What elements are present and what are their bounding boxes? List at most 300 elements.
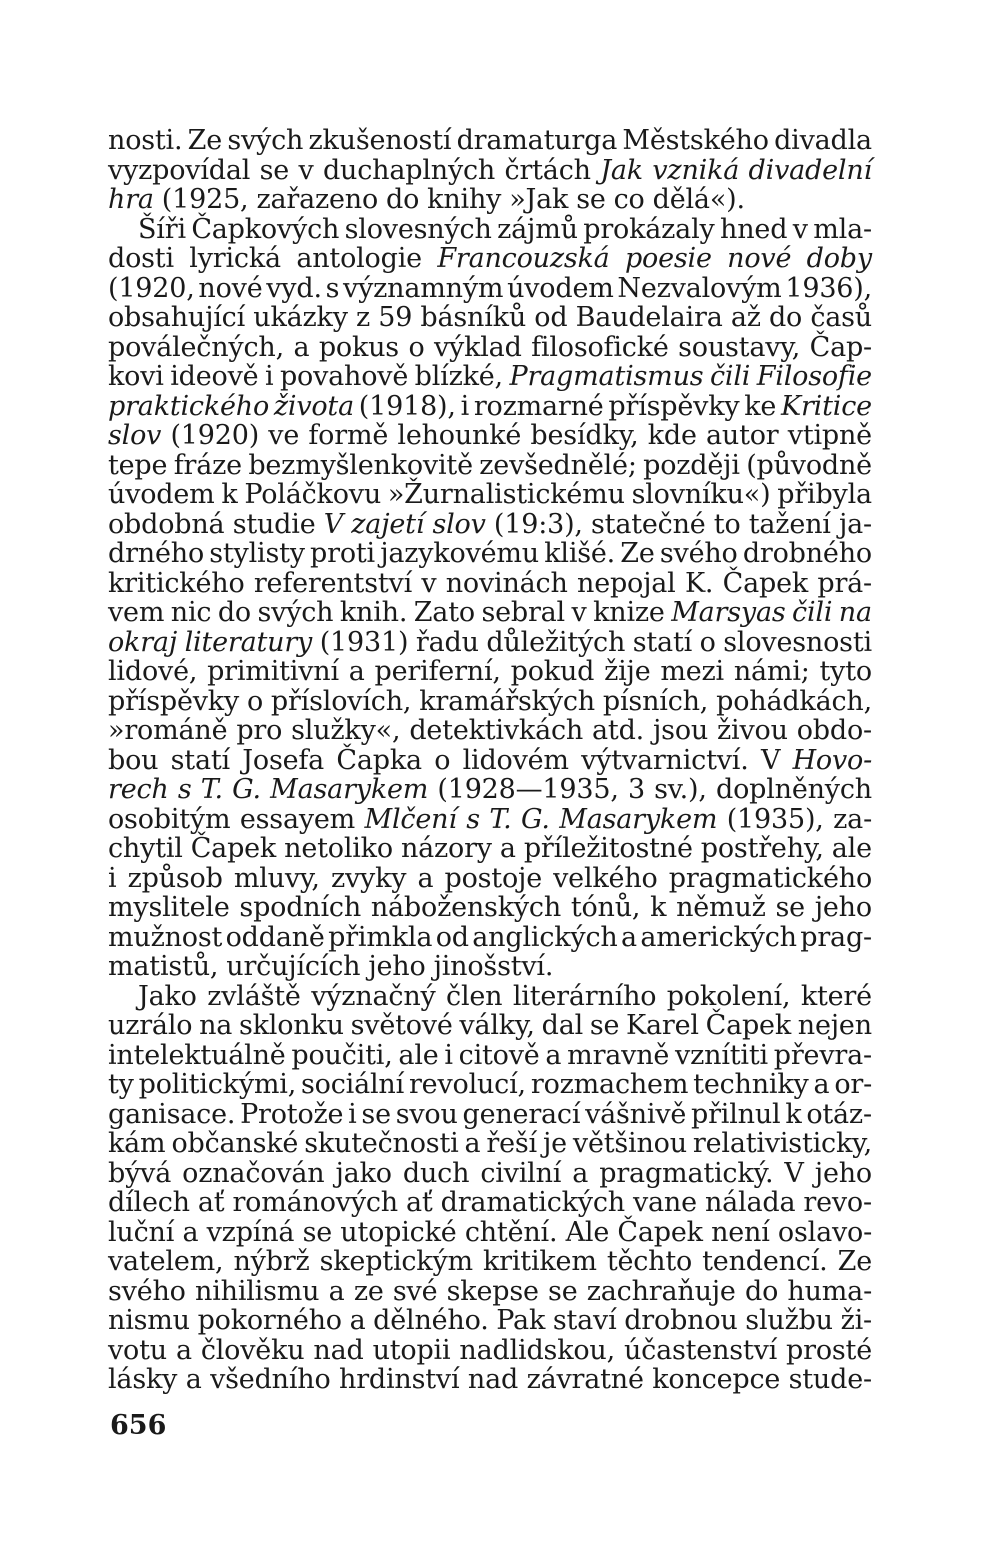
word: Karel <box>626 1010 699 1041</box>
text-line <box>108 657 872 687</box>
word: mravně <box>567 1039 670 1071</box>
text-line <box>108 185 872 215</box>
word: formě <box>308 420 389 451</box>
word: a <box>328 1275 345 1307</box>
word: (1925, <box>161 184 249 215</box>
word: úvodem <box>507 272 614 304</box>
word: i <box>108 862 117 894</box>
word: vyd. <box>266 272 322 304</box>
word: názory <box>400 833 492 864</box>
word: řadu <box>415 626 479 658</box>
word: dramaturga <box>456 125 618 156</box>
word: a <box>293 331 310 363</box>
word: uzrálo <box>108 1010 193 1041</box>
word: pokolení, <box>666 980 791 1012</box>
word: v <box>421 567 437 599</box>
word: němuž <box>676 892 766 923</box>
text-line <box>108 333 872 363</box>
word: náboženských <box>370 892 562 923</box>
word: úvodem <box>108 479 215 510</box>
word: politickými, <box>138 1069 297 1100</box>
word: zevšednělé; <box>479 449 637 481</box>
word: knize <box>593 597 665 628</box>
text-line <box>108 1277 872 1307</box>
word: básníků <box>420 302 527 333</box>
word: Čapek <box>190 833 277 864</box>
word: časů <box>810 302 872 333</box>
word: výtvarnictví. <box>581 744 749 776</box>
italic-word: čili <box>709 361 751 392</box>
word: dal <box>541 1010 584 1041</box>
word: statí <box>632 626 693 658</box>
word: člověku <box>200 1334 305 1366</box>
word: nadlidskou, <box>459 1334 615 1366</box>
word: vatelem, <box>108 1246 224 1277</box>
italic-word: Jak <box>600 154 643 186</box>
word: příslovích, <box>270 685 412 717</box>
word: ži- <box>840 1305 872 1336</box>
word: slovesnosti <box>723 626 872 658</box>
word: s <box>325 272 340 304</box>
word: žije <box>604 656 651 687</box>
italic-word: doby <box>806 243 872 274</box>
text-line <box>108 156 872 186</box>
word: or- <box>834 1069 872 1100</box>
word: a <box>621 921 637 953</box>
italic-word: vzniká <box>652 154 740 186</box>
word: řeší <box>486 1128 537 1159</box>
word: později <box>643 449 740 481</box>
word: nismu <box>108 1305 190 1336</box>
text-line <box>108 1247 872 1277</box>
italic-word: Pragmatismus <box>509 361 704 392</box>
italic-word: Kritice <box>781 390 872 422</box>
word: služky«, <box>291 715 401 746</box>
word: příspěvky <box>108 685 240 717</box>
word: a <box>813 1069 830 1100</box>
word: rozmarné <box>473 390 604 422</box>
word: utopii <box>372 1334 451 1366</box>
word: huma- <box>787 1275 872 1307</box>
word: osobitým <box>108 803 231 835</box>
italic-word: Masarykem <box>270 774 429 805</box>
word: nejen <box>797 1010 872 1041</box>
word: ale <box>398 1039 439 1071</box>
text-line <box>108 746 872 776</box>
word: dělného. <box>373 1305 489 1336</box>
word: službu <box>745 1305 833 1336</box>
word: sklonku <box>238 1010 344 1041</box>
text-line <box>108 1188 872 1218</box>
text-line <box>108 1159 872 1189</box>
text-line <box>108 1100 872 1130</box>
word: a <box>348 656 365 687</box>
word: drobného <box>742 538 872 569</box>
text-line <box>108 982 872 1012</box>
word: zvyky <box>330 862 407 894</box>
word: tyto <box>819 656 872 687</box>
word: postřehy, <box>700 833 824 864</box>
text-line <box>108 1070 872 1100</box>
word: od <box>435 921 469 953</box>
word: »Žurnalistickému <box>387 479 625 510</box>
word: sociální <box>301 1069 405 1100</box>
word: vášnivě <box>585 1098 687 1130</box>
word: jsou <box>653 715 709 746</box>
word: své <box>392 1275 438 1307</box>
word: a <box>572 1157 589 1189</box>
word: lidovém <box>462 744 569 776</box>
word: hrdinství <box>339 1364 460 1395</box>
word: Ze <box>187 125 223 156</box>
word: 59 <box>378 302 413 333</box>
word: od <box>534 302 568 333</box>
text-line <box>108 569 872 599</box>
word: románových <box>232 1187 398 1218</box>
word: 1936), <box>785 272 872 304</box>
italic-word: zajetí <box>351 508 425 540</box>
word: dílech <box>108 1187 190 1218</box>
word: poválečných, <box>108 331 284 363</box>
word: kovi <box>108 361 164 392</box>
word: mezi <box>660 656 724 687</box>
text-line <box>108 1306 872 1336</box>
word: přibyla <box>777 479 872 510</box>
word: slovníku«) <box>631 479 771 510</box>
word: kritického <box>108 567 245 599</box>
word: essayem <box>239 803 356 835</box>
word: (1931) <box>319 626 409 658</box>
word: (1920, <box>108 272 195 304</box>
text-line <box>108 421 872 451</box>
word: do <box>768 302 803 333</box>
word: ganisace. <box>108 1098 236 1130</box>
text-line <box>108 215 872 245</box>
word: zvláště <box>207 980 301 1012</box>
word: ve <box>268 420 300 451</box>
word: občanské <box>171 1128 299 1159</box>
word: bezmyšlenkovitě <box>248 449 473 481</box>
word: nepojal <box>577 567 676 599</box>
word: dramatických <box>440 1187 625 1218</box>
word: 3 <box>627 774 645 805</box>
word: doplněných <box>715 774 872 805</box>
word: literárního <box>512 980 657 1012</box>
word: jinošství. <box>433 951 554 982</box>
word: kám <box>108 1128 166 1159</box>
word: Čapek <box>722 567 809 599</box>
word: Ale <box>565 1216 610 1248</box>
text-line <box>108 392 872 422</box>
word: v <box>571 597 587 628</box>
italic-word: okraj <box>108 626 177 658</box>
word: povahově <box>279 361 409 392</box>
word: soustavy, <box>678 331 801 363</box>
word: závratné <box>526 1364 644 1395</box>
word: statečné <box>591 508 706 540</box>
word: nové <box>198 272 263 304</box>
word: generací <box>462 1098 581 1130</box>
word: koncepce <box>652 1364 781 1395</box>
word: co <box>613 184 645 215</box>
word: mla- <box>813 213 872 245</box>
italic-word: s <box>177 774 192 805</box>
text-line <box>108 716 872 746</box>
word: rozmachem <box>530 1069 689 1100</box>
text-line <box>108 1129 872 1159</box>
word: příležitostné <box>523 833 693 864</box>
word: je <box>542 1128 567 1159</box>
word: příspěvky <box>608 390 740 422</box>
italic-word: Hovo- <box>792 744 872 776</box>
italic-word: praktického <box>108 390 270 422</box>
text-line <box>108 834 872 864</box>
word: knihy <box>427 184 502 215</box>
word: vyzpovídal <box>108 154 251 186</box>
italic-word: na <box>838 597 872 628</box>
word: amerických <box>640 921 797 953</box>
word: se <box>259 154 290 186</box>
word: kritikem <box>483 1246 597 1277</box>
word: vem <box>108 597 165 628</box>
text-line <box>108 303 872 333</box>
word: obdo- <box>796 715 872 746</box>
word: kde <box>647 420 697 451</box>
word: a <box>182 1216 199 1248</box>
word: určujících <box>226 951 361 982</box>
word: i <box>460 390 470 422</box>
word: nýbrž <box>233 1246 310 1277</box>
word: myslitele <box>108 892 230 923</box>
word: jeho <box>368 951 426 982</box>
word: slovesných <box>344 213 492 245</box>
word: lyrická <box>189 243 281 274</box>
word: do <box>744 1275 779 1307</box>
italic-word: slov <box>108 420 162 451</box>
word: a <box>417 862 434 894</box>
word: za- <box>833 803 872 835</box>
word: novinách <box>445 567 568 599</box>
word: které <box>800 980 872 1012</box>
word: studie <box>232 508 316 540</box>
word: revo- <box>803 1187 872 1218</box>
italic-word: slov <box>432 508 486 540</box>
word: výklad <box>433 331 522 363</box>
word: do <box>217 597 251 628</box>
word: se <box>548 1275 578 1307</box>
text-line <box>108 451 872 481</box>
word: fráze <box>173 449 242 481</box>
word: není <box>711 1216 770 1248</box>
text-line <box>108 598 872 628</box>
text-line <box>108 1041 872 1071</box>
word: nosti. <box>108 125 183 156</box>
word: K. <box>684 567 714 599</box>
word: těchto <box>606 1246 693 1277</box>
word: nad <box>313 1334 364 1366</box>
italic-word: divadelní <box>748 154 872 186</box>
italic-word: čili <box>792 597 833 628</box>
word: a <box>185 1364 202 1395</box>
word: citově <box>458 1039 540 1071</box>
word: atd. <box>592 715 645 746</box>
word: stude- <box>788 1364 872 1395</box>
word: písních, <box>602 685 709 717</box>
italic-word: Masarykem <box>559 803 718 835</box>
word: duch <box>402 1157 470 1189</box>
word: autor <box>706 420 779 451</box>
word: pragmatický. <box>599 1157 774 1189</box>
word: chtění. <box>464 1216 558 1248</box>
word: nálada <box>704 1187 796 1218</box>
word: přimkla <box>328 921 433 953</box>
word: mužnost <box>108 921 223 953</box>
word: ideově <box>170 361 259 392</box>
word: nic <box>170 597 212 628</box>
word: dosti <box>108 243 174 274</box>
italic-word: nové <box>727 243 792 274</box>
word: Zato <box>413 597 475 628</box>
word: člen <box>446 980 503 1012</box>
word: pokud <box>510 656 595 687</box>
italic-word: hra <box>108 184 154 215</box>
word: a <box>464 1128 481 1159</box>
italic-word: života <box>273 390 354 422</box>
italic-word: Marsyas <box>671 597 786 628</box>
italic-word: V <box>323 508 344 540</box>
word: bývá <box>108 1157 172 1189</box>
word: oslavo- <box>777 1216 872 1248</box>
word: stylisty <box>209 538 305 569</box>
word: pro <box>236 715 283 746</box>
word: Šíři <box>138 213 186 245</box>
word: Čap- <box>809 331 872 363</box>
word: k <box>650 892 667 923</box>
text-line <box>108 923 872 953</box>
word: se <box>361 1098 391 1130</box>
word: tónů, <box>570 892 641 923</box>
word: sebral <box>481 597 565 628</box>
word: ať <box>197 1187 225 1218</box>
word: anglických <box>472 921 618 953</box>
text-line <box>108 893 872 923</box>
word: i <box>348 1098 357 1130</box>
word: chytil <box>108 833 183 864</box>
word: prá- <box>817 567 872 599</box>
word: zájmů <box>497 213 578 245</box>
text-line <box>108 539 872 569</box>
word: referentství <box>253 567 413 599</box>
word: pokus <box>318 331 399 363</box>
italic-word: Francouzská <box>437 243 610 274</box>
word: o <box>699 626 716 658</box>
word: bou <box>108 744 159 776</box>
word: lehounké <box>397 420 522 451</box>
word: o <box>246 685 263 717</box>
word: ja- <box>838 508 872 540</box>
word: a <box>349 1305 366 1336</box>
word: účastenství <box>623 1334 778 1366</box>
word: živou <box>717 715 788 746</box>
text-line <box>108 864 872 894</box>
word: drobnou <box>624 1305 738 1336</box>
word: k <box>785 1098 802 1130</box>
word: tendencí. <box>702 1246 828 1277</box>
word: jeho <box>814 892 872 923</box>
word: o <box>434 744 451 776</box>
word: a <box>545 1039 562 1071</box>
word: Ze <box>837 1246 872 1277</box>
word: světové <box>350 1010 453 1041</box>
word: blízké, <box>414 361 503 392</box>
word: Městského <box>622 125 769 156</box>
word: divadla <box>774 125 872 156</box>
word: matistů, <box>108 951 219 982</box>
word: jako <box>335 1157 392 1189</box>
word: črtách <box>504 154 591 186</box>
word: oddaně <box>225 921 325 953</box>
word: proti <box>310 538 375 569</box>
word: svého <box>108 1275 186 1307</box>
word: tažení <box>748 508 831 540</box>
word: prag- <box>800 921 872 953</box>
word: »Jak <box>509 184 569 215</box>
word: nihilismu <box>195 1275 320 1307</box>
word: ať <box>406 1187 433 1218</box>
word: i <box>444 1039 453 1071</box>
word: většinou <box>572 1128 687 1159</box>
word: pragmatického <box>668 862 872 894</box>
word: netoliko <box>284 833 393 864</box>
word: skepse <box>446 1275 539 1307</box>
italic-word: Filosofie <box>756 361 872 392</box>
text-line <box>108 480 872 510</box>
word: zachraňuje <box>586 1275 736 1307</box>
word: (1928—1935, <box>437 774 619 805</box>
word: všedního <box>210 1364 331 1395</box>
word: převra- <box>773 1039 872 1071</box>
word: význačný <box>311 980 436 1012</box>
text-line <box>108 1336 872 1366</box>
word: zkušeností <box>308 125 452 156</box>
word: detektivkách <box>409 715 584 746</box>
word: vtipně <box>787 420 872 451</box>
word: staví <box>552 1305 617 1336</box>
word: svého <box>659 538 738 569</box>
word: i <box>264 361 274 392</box>
text-line <box>108 952 872 982</box>
word: velkého <box>553 862 658 894</box>
word: votu <box>108 1334 167 1366</box>
word: antologie <box>296 243 422 274</box>
word: poučiti, <box>291 1039 393 1071</box>
word: v <box>298 154 314 186</box>
word: (původně <box>746 449 872 481</box>
word: námi; <box>733 656 810 687</box>
word: vznítiti <box>675 1039 768 1071</box>
word: relativisticky, <box>692 1128 872 1159</box>
word: do <box>386 184 420 215</box>
text-line <box>108 362 872 392</box>
italic-word: T. <box>489 803 512 835</box>
word: spodních <box>239 892 362 923</box>
italic-word: G. <box>232 774 261 805</box>
text-line <box>108 244 872 274</box>
word: lásky <box>108 1364 178 1395</box>
word: války, <box>459 1010 535 1041</box>
italic-word: rech <box>108 774 169 805</box>
word: zařazeno <box>256 184 379 215</box>
